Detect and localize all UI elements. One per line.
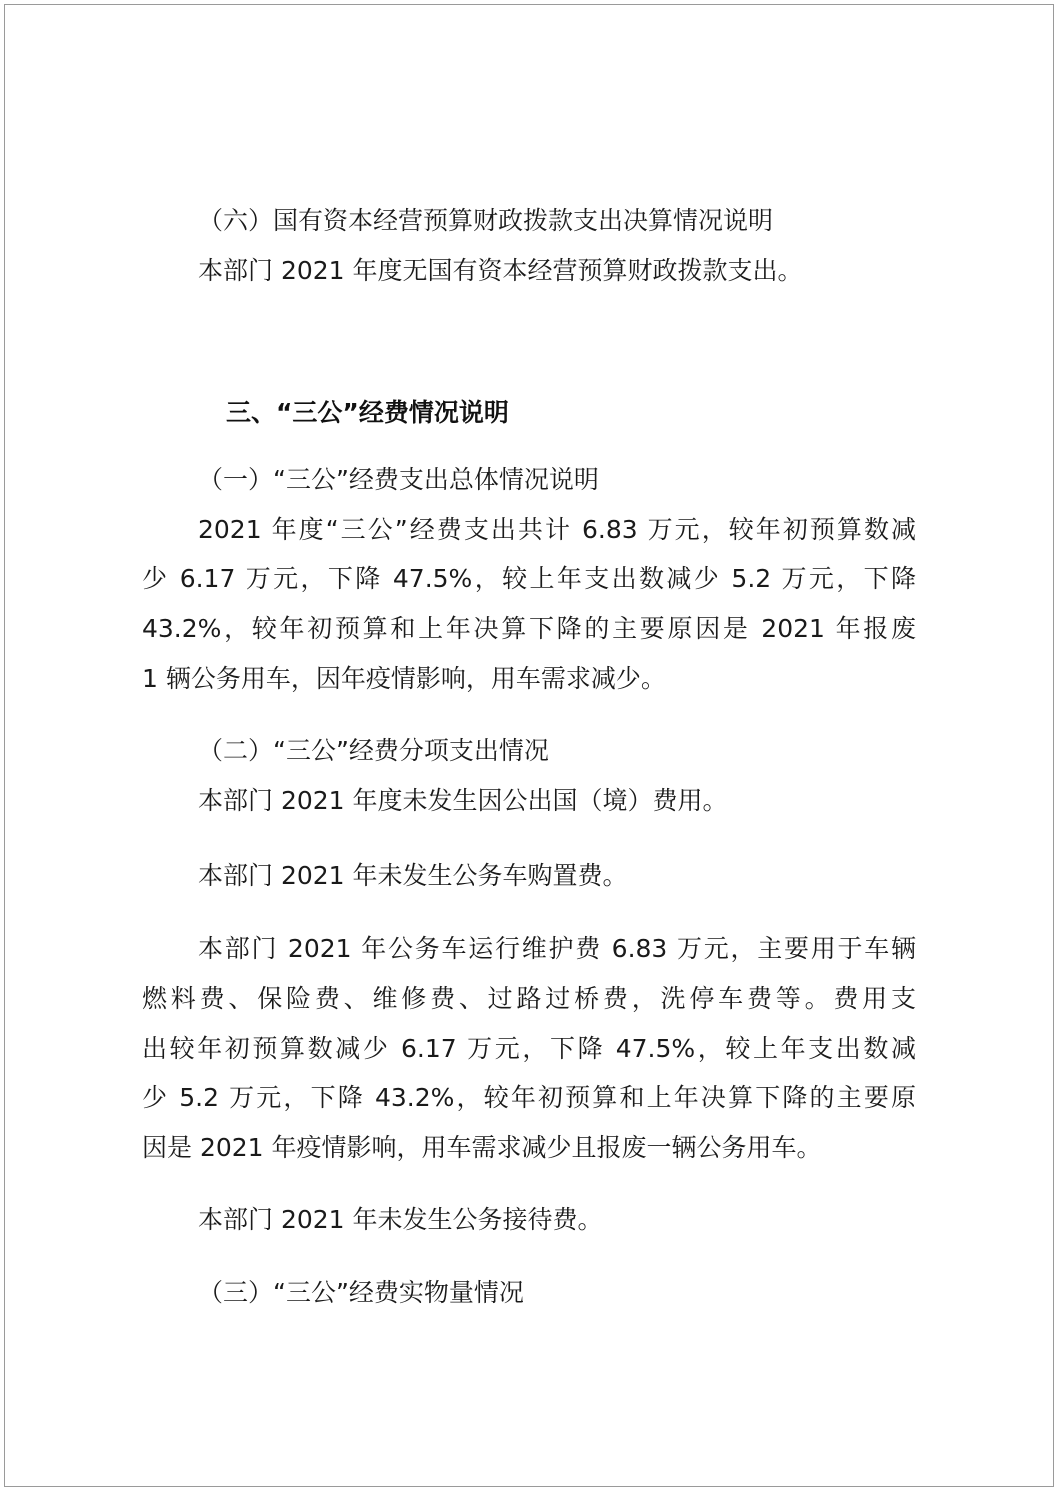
subsection-2-paragraph-3-line-1: 本部门 2021 年公务车运行维护费 6.83 万元，主要用于车辆 xyxy=(198,934,916,963)
section-6-heading: （六）国有资本经营预算财政拨款支出决算情况说明 xyxy=(198,206,774,235)
subsection-2-paragraph-3-line-3: 出较年初预算数减少 6.17 万元，下降 47.5%，较上年支出数减 xyxy=(142,1034,916,1063)
subsection-1-line-2: 少 6.17 万元，下降 47.5%，较上年支出数减少 5.2 万元，下降 xyxy=(142,564,916,593)
subsection-1-line-4: 1 辆公务用车，因年疫情影响，用车需求减少。 xyxy=(142,664,666,693)
subsection-2-paragraph-2: 本部门 2021 年未发生公务车购置费。 xyxy=(198,861,628,890)
subsection-1-line-3: 43.2%，较年初预算和上年决算下降的主要原因是 2021 年报废 xyxy=(142,614,916,643)
section-6-text: 本部门 2021 年度无国有资本经营预算财政拨款支出。 xyxy=(198,256,803,285)
subsection-3-heading: （三）“三公”经费实物量情况 xyxy=(198,1278,524,1307)
subsection-2-paragraph-3-line-2: 燃料费、保险费、维修费、过路过桥费，洗停车费等。费用支 xyxy=(142,984,916,1013)
subsection-2-heading: （二）“三公”经费分项支出情况 xyxy=(198,736,549,765)
subsection-2-paragraph-4: 本部门 2021 年未发生公务接待费。 xyxy=(198,1205,603,1234)
subsection-1-heading: （一）“三公”经费支出总体情况说明 xyxy=(198,465,599,494)
subsection-2-paragraph-3-line-5: 因是 2021 年疫情影响，用车需求减少且报废一辆公务用车。 xyxy=(142,1133,822,1162)
subsection-1-line-1: 2021 年度“三公”经费支出共计 6.83 万元，较年初预算数减 xyxy=(198,515,916,544)
subsection-2-paragraph-3-line-4: 少 5.2 万元，下降 43.2%，较年初预算和上年决算下降的主要原 xyxy=(142,1083,916,1112)
section-3-heading: 三、“三公”经费情况说明 xyxy=(226,398,509,427)
subsection-2-paragraph-1: 本部门 2021 年度未发生因公出国（境）费用。 xyxy=(198,786,728,815)
